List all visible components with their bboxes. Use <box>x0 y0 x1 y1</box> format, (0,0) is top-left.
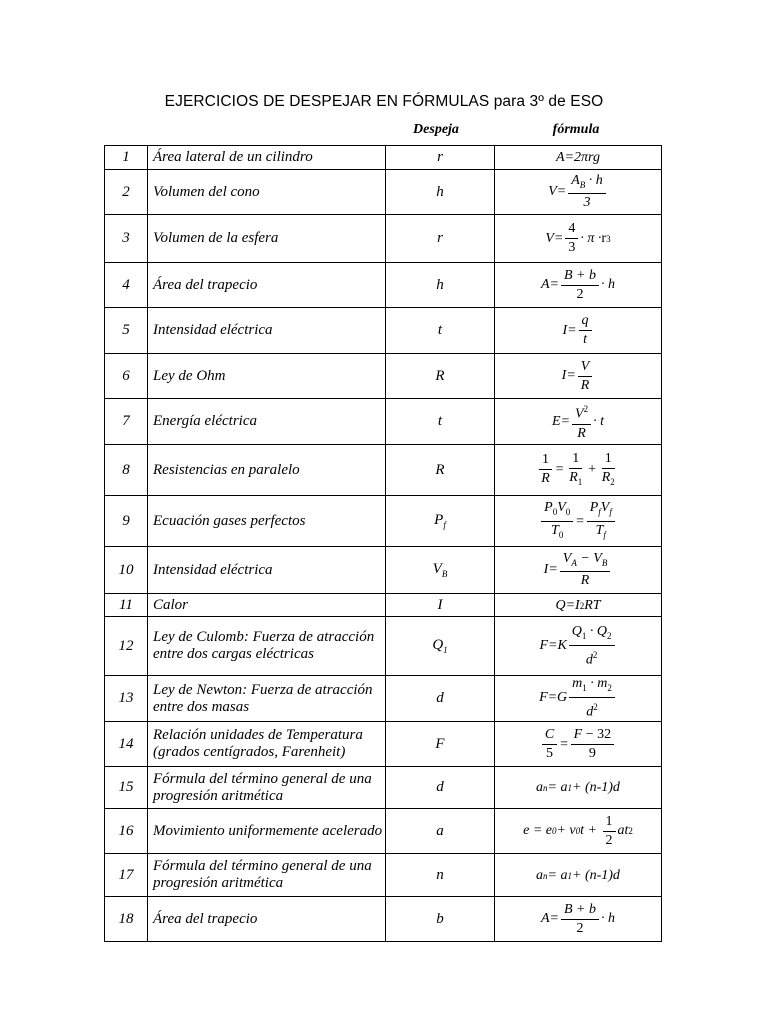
row-variable <box>386 547 495 594</box>
row-formula: $P_0V_0$ $T_0$ = $P_fV_f$ $T_f$ <box>495 496 662 547</box>
row-description: Ecuación gases perfectos <box>148 496 386 547</box>
row-number: 9 <box>105 496 148 547</box>
row-description: Área del trapecio <box>148 263 386 308</box>
row-variable: R <box>386 354 495 399</box>
row-formula: V= $A_B \cdot h$ 3 <box>495 170 662 215</box>
table-row <box>105 897 662 942</box>
row-formula: I= V R <box>495 354 662 399</box>
formulas-table <box>104 145 662 942</box>
row-variable: b <box>386 897 495 942</box>
row-variable: r <box>386 146 495 170</box>
table-row <box>105 496 662 547</box>
row-variable: F <box>386 722 495 767</box>
row-number: 3 <box>105 215 148 263</box>
row-description: Área del trapecio <box>148 897 386 942</box>
row-description: Fórmula del término general de una progresión aritmética <box>148 767 386 809</box>
table-row <box>105 767 662 809</box>
row-number: 7 <box>105 399 148 445</box>
row-description: Movimiento uniformemente acelerado <box>148 809 386 854</box>
row-description: Área lateral de un cilindro <box>148 146 386 170</box>
row-variable <box>386 496 495 547</box>
row-number: 12 <box>105 617 148 676</box>
table-row <box>105 722 662 767</box>
row-description: Intensidad eléctrica <box>148 547 386 594</box>
table-row <box>105 399 662 445</box>
row-formula: a n = a 1 + (n-1)d <box>495 854 662 897</box>
row-variable: R <box>386 445 495 496</box>
table-row <box>105 445 662 496</box>
row-number: 10 <box>105 547 148 594</box>
row-variable: d <box>386 767 495 809</box>
table-row <box>105 146 662 170</box>
row-description: Energía eléctrica <box>148 399 386 445</box>
row-description: Intensidad eléctrica <box>148 308 386 354</box>
row-variable: h <box>386 170 495 215</box>
table-row <box>105 617 662 676</box>
row-description: Ley de Newton: Fuerza de atracción entre dos masas <box>148 676 386 722</box>
row-formula: V= 4 3 · π · r 3 <box>495 215 662 263</box>
row-variable: d <box>386 676 495 722</box>
row-description: Volumen de la esfera <box>148 215 386 263</box>
row-number: 5 <box>105 308 148 354</box>
row-formula: a n = a 1 + (n-1)d <box>495 767 662 809</box>
row-formula: A= B + b 2 · h <box>495 897 662 942</box>
row-variable: h <box>386 263 495 308</box>
table-row <box>105 547 662 594</box>
header-formula: fórmula <box>552 122 600 137</box>
row-formula: A= B + b 2 · h <box>495 263 662 308</box>
table-row <box>105 308 662 354</box>
row-formula: I= $V_A - V_B$ R <box>495 547 662 594</box>
row-variable: r <box>386 215 495 263</box>
row-description: Ley de Culomb: Fuerza de atracción entre dos cargas eléctricas <box>148 617 386 676</box>
variable-base: P <box>434 512 444 528</box>
row-description: Resistencias en paralelo <box>148 445 386 496</box>
row-variable: t <box>386 399 495 445</box>
row-formula: F=K $Q_1 \cdot Q_2$ $d^2$ <box>495 617 662 676</box>
row-variable <box>386 617 495 676</box>
row-formula: E= $V^2$ R · t <box>495 399 662 445</box>
row-formula: C 5 = F − 32 9 <box>495 722 662 767</box>
variable-subscript: 1 <box>443 645 448 655</box>
table-row <box>105 215 662 263</box>
row-description: Calor <box>148 594 386 617</box>
row-variable: a <box>386 809 495 854</box>
row-formula: 1 R = 1 $R_1$ + 1 $R_2$ <box>495 445 662 496</box>
variable-base: Q <box>432 637 444 653</box>
table-row <box>105 170 662 215</box>
row-number: 15 <box>105 767 148 809</box>
row-number: 6 <box>105 354 148 399</box>
row-variable: n <box>386 854 495 897</box>
table-row <box>105 854 662 897</box>
row-formula: A=2πrg <box>495 146 662 170</box>
row-description: Ley de Ohm <box>148 354 386 399</box>
variable-subscript: f <box>443 520 446 530</box>
row-formula: I= q t <box>495 308 662 354</box>
row-description: Fórmula del término general de una progresión aritmética <box>148 854 386 897</box>
row-number: 16 <box>105 809 148 854</box>
row-number: 8 <box>105 445 148 496</box>
row-formula: F=G $m_1 \cdot m_2$ $d^2$ <box>495 676 662 722</box>
page-title: EJERCICIOS DE DESPEJAR EN FÓRMULAS para 3º de ESO <box>164 93 604 110</box>
header-despeja: Despeja <box>413 122 459 137</box>
row-number: 11 <box>105 594 148 617</box>
row-description: Volumen del cono <box>148 170 386 215</box>
row-number: 4 <box>105 263 148 308</box>
table-row <box>105 676 662 722</box>
row-number: 2 <box>105 170 148 215</box>
table-row <box>105 594 662 617</box>
row-number: 1 <box>105 146 148 170</box>
row-number: 17 <box>105 854 148 897</box>
table-row <box>105 263 662 308</box>
row-variable: I <box>386 594 495 617</box>
row-description: Relación unidades de Temperatura (grados centígrados, Farenheit) <box>148 722 386 767</box>
row-variable: t <box>386 308 495 354</box>
row-formula: e = e 0 + v 0 t + 1 2 at 2 <box>495 809 662 854</box>
row-formula: Q=I 2 RT <box>495 594 662 617</box>
row-number: 18 <box>105 897 148 942</box>
row-number: 13 <box>105 676 148 722</box>
variable-base: V <box>432 561 442 577</box>
row-number: 14 <box>105 722 148 767</box>
table-row <box>105 809 662 854</box>
table-row <box>105 354 662 399</box>
variable-subscript: B <box>441 569 448 579</box>
